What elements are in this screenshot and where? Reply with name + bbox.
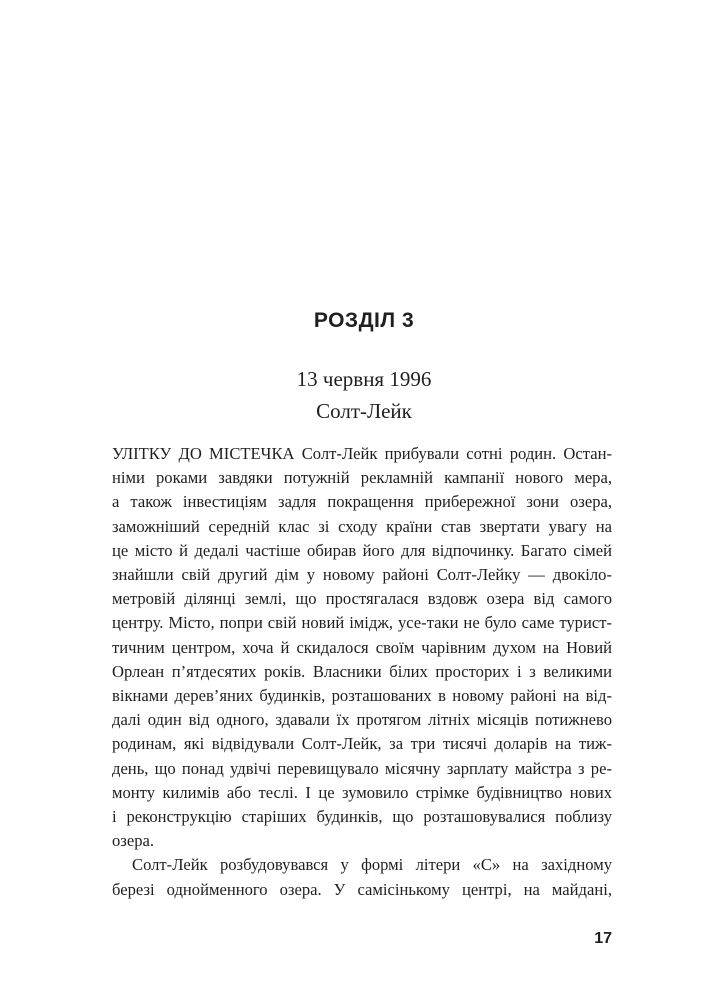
text-line: і реконструкцію старіших будинків, що розташовувалися поблизу	[112, 807, 612, 827]
chapter-date: 13 червня 1996	[296, 367, 432, 391]
text-line: а також інвестиціям задля покращення прибережної зони озера,	[112, 492, 612, 512]
text-line: тичним центром, хоча й скидалося своїм чарівним духом на Новий	[112, 637, 612, 657]
text-line: Солт-Лейк розбудовувався у формі літери «С» на західному	[132, 855, 612, 875]
text-line: метровій ділянці землі, що простягалася вздовж озера від самого	[112, 589, 612, 609]
text-line: день, що понад удвічі перевищувало місячну зарплату майстра з ре-	[112, 758, 612, 778]
text-line: центру. Місто, попри свій новий імідж, усе-таки не було саме турист-	[112, 613, 612, 633]
text-line: вікнами дерев’яних будинків, розташованих в новому районі на від-	[112, 686, 612, 706]
text-line: березі однойменного озера. У самісінькому центрі, на майдані,	[112, 879, 612, 899]
chapter-body	[112, 442, 612, 902]
text-line: заможніший середній клас зі сходу країни став звертати увагу на	[112, 516, 612, 536]
text-line: це місто й дедалі частіше обирав його для відпочинку. Багато сімей	[112, 540, 612, 560]
text-line: родинам, які відвідували Солт-Лейк, за три тисячі доларів на тиж-	[112, 734, 612, 754]
paragraph-1	[112, 442, 612, 853]
chapter-place: Солт-Лейк	[316, 399, 412, 423]
page-number: 17	[594, 930, 612, 947]
text-line: знайшли свій другий дім у новому районі Солт-Лейку — двокіло-	[112, 565, 612, 585]
chapter-title: РОЗДІЛ 3	[313, 309, 415, 332]
text-line: Орлеан п’ятдесятих років. Власники білих просторих і з великими	[112, 661, 612, 681]
text-line: УЛІТКУ ДО МІСТЕЧКА Солт-Лейк прибували сотні родин. Остан-	[112, 444, 612, 463]
text-line: німи роками завдяки потужній рекламній кампанії нового мера,	[112, 468, 612, 488]
text-line: озера.	[112, 831, 155, 851]
text-line: монту килимів або теслі. І це зумовило стрімке будівництво нових	[112, 782, 612, 802]
paragraph-2	[112, 853, 612, 901]
text-line: далі один від одного, здавали їх протягом літніх місяців потижнево	[112, 710, 612, 730]
